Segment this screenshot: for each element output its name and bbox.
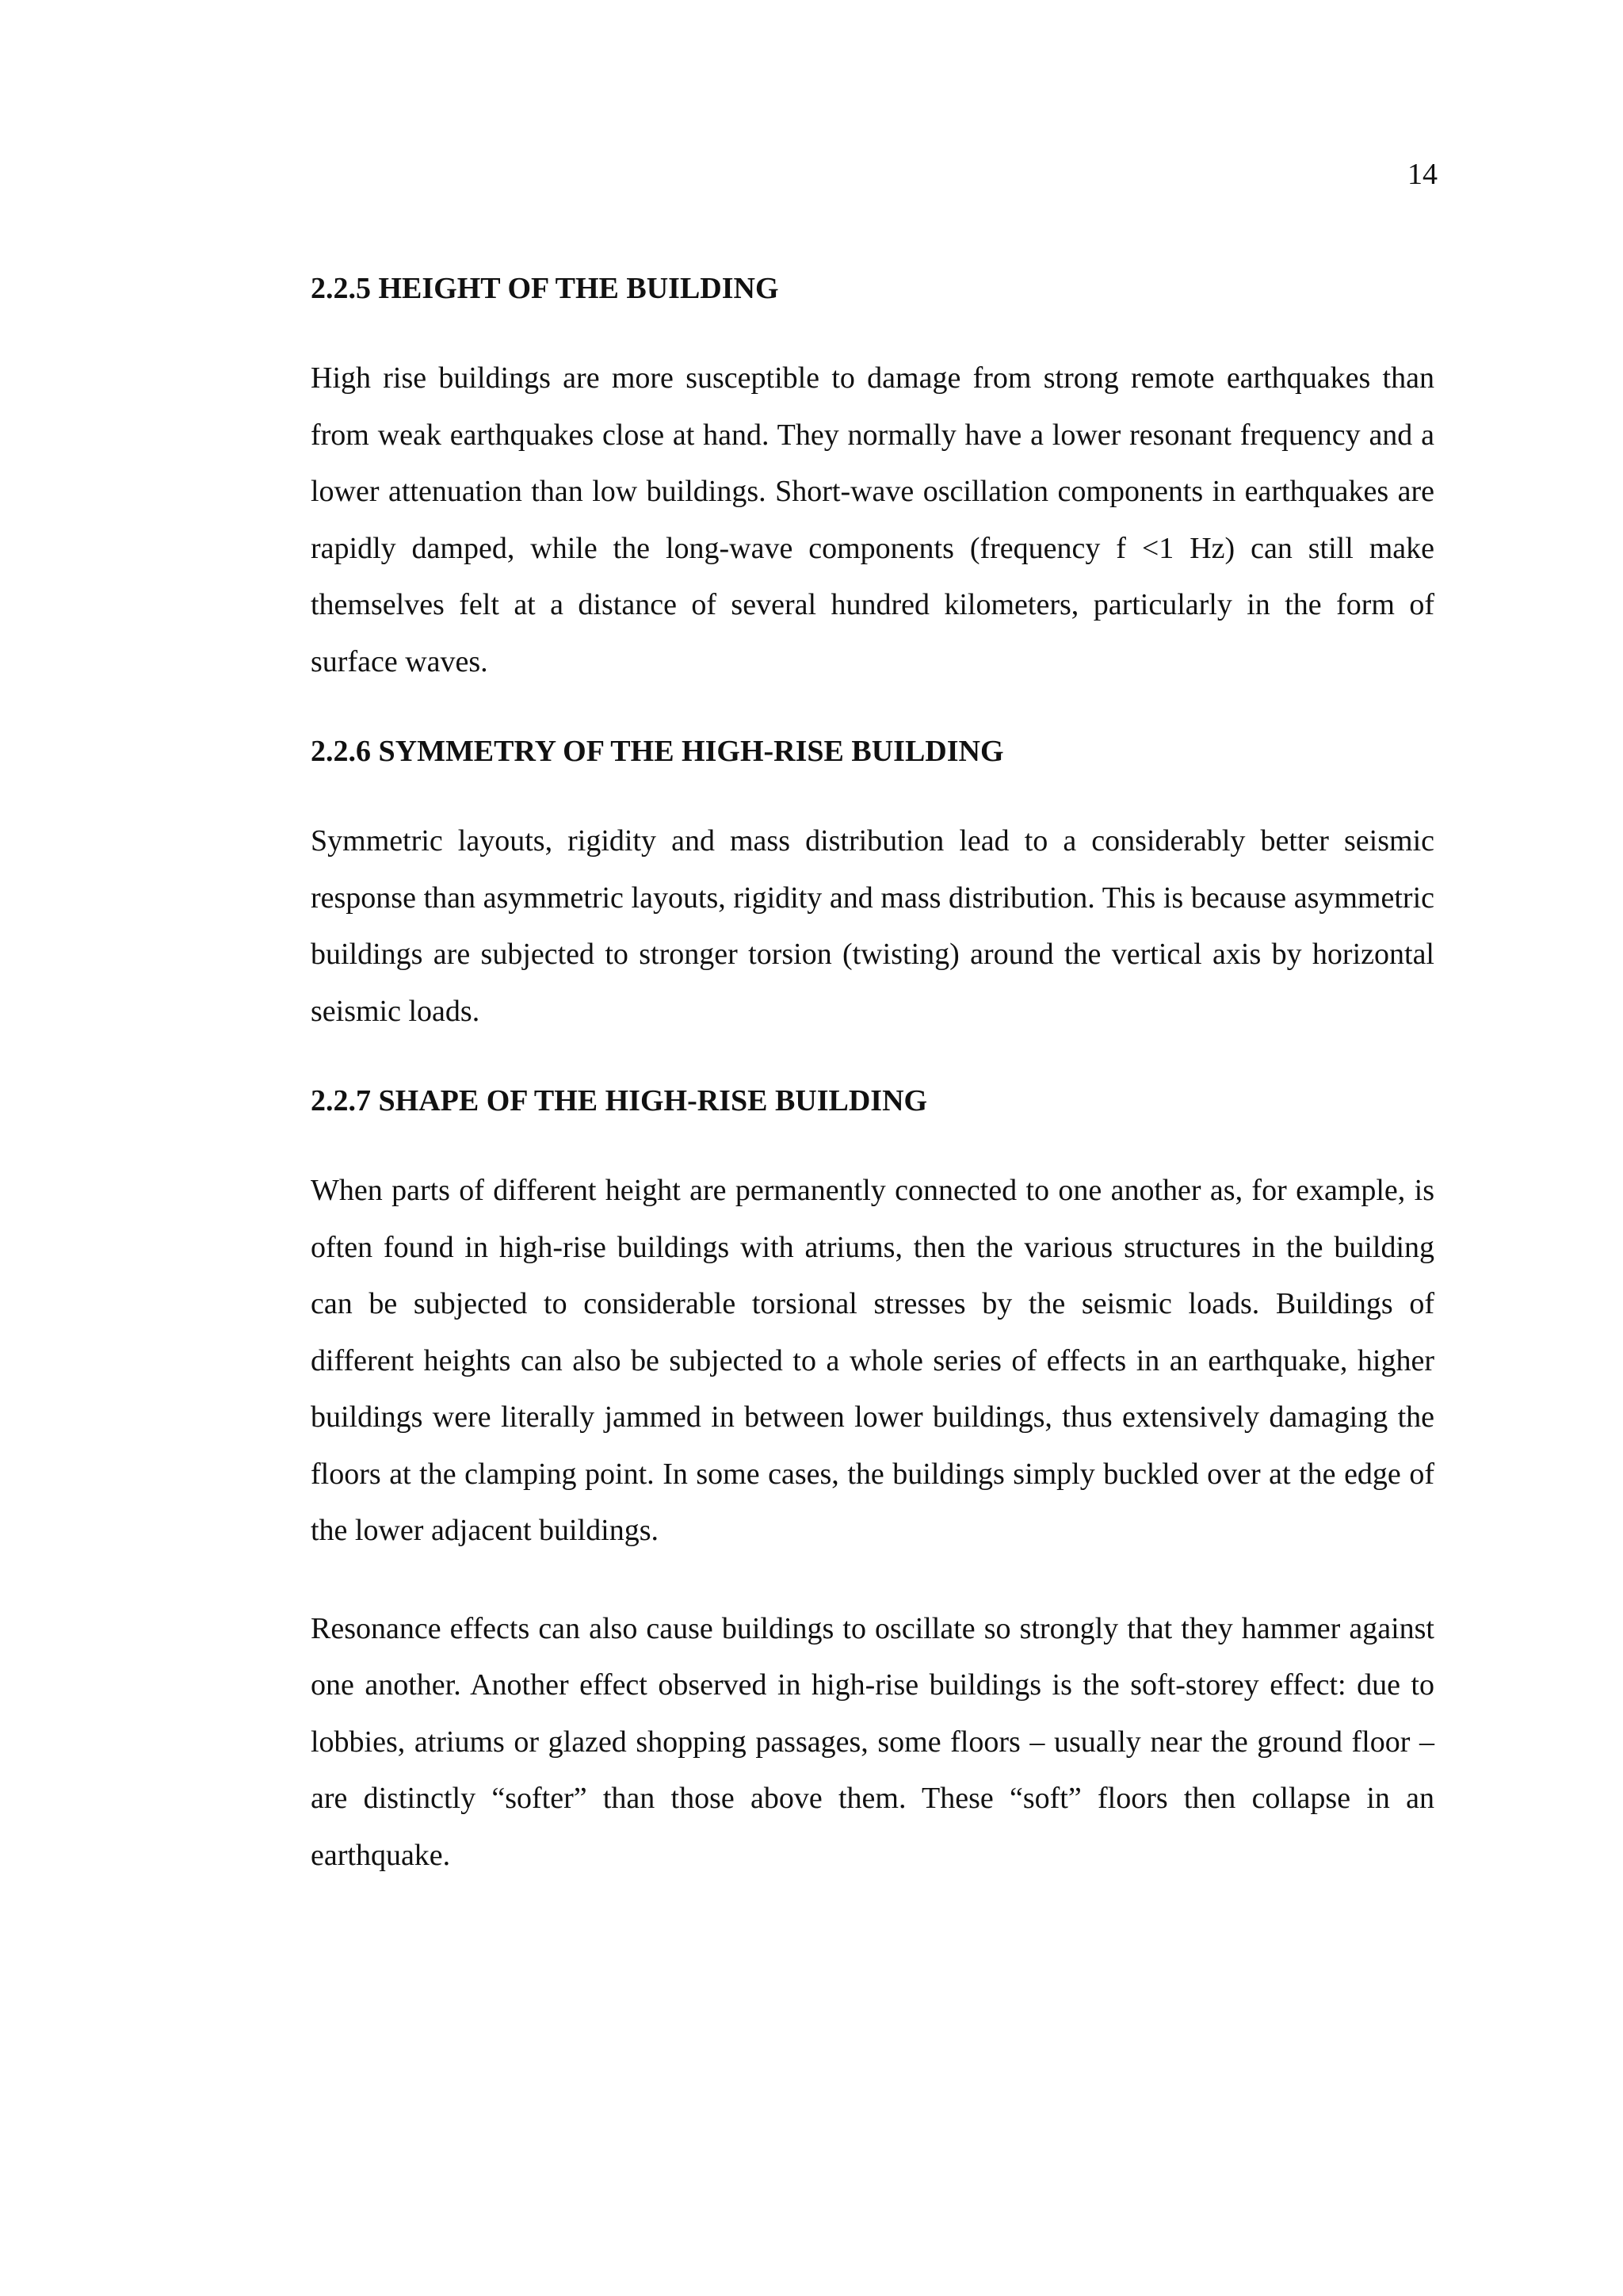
section-shape bbox=[311, 1079, 1434, 1884]
section-heading: 2.2.6 SYMMETRY OF THE HIGH-RISE BUILDING bbox=[311, 735, 1004, 768]
body-paragraph: Resonance effects can also cause buildings to oscillate so strongly that they hammer against one another. Another effect observed in high-rise buildings is the soft-storey effect: due to lobbies, atriums or glazed shopping passages, some floors – usually near the ground floor – are distinctly “softer” than those above them. These “soft” floors then collapse in an earthquake. bbox=[311, 1611, 1434, 1872]
section-height-of-building bbox=[311, 266, 1434, 690]
section-heading: 2.2.5 HEIGHT OF THE BUILDING bbox=[311, 272, 779, 305]
body-paragraph: When parts of different height are permanently connected to one another as, for example, is often found in high-rise buildings with atriums, then the various structures in the building can be subjected to considerable torsional stresses by the seismic loads. Buildings of different heights can also be subjected to a whole series of effects in an earthquake, higher buildings were literally jammed in between lower buildings, thus extensively damaging the floors at the clamping point. In some cases, the buildings simply buckled over at the edge of the lower adjacent buildings. bbox=[311, 1174, 1434, 1547]
body-paragraph: High rise buildings are more susceptible to damage from strong remote earthquakes than from weak earthquakes close at hand. They normally have a lower resonant frequency and a lower attenuation than low buildings. Short-wave oscillation components in earthquakes are rapidly damped, while the long-wave components (frequency f <1 Hz) can still make themselves felt at a distance of several hundred kilometers, particularly in the form of surface waves. bbox=[311, 361, 1434, 678]
page-content bbox=[311, 266, 1434, 1884]
page-number: 14 bbox=[1407, 158, 1438, 191]
body-paragraph: Symmetric layouts, rigidity and mass distribution lead to a considerably better seismic response than asymmetric layouts, rigidity and mass distribution. This is because asymmetric buildings are subjected to stronger torsion (twisting) around the vertical axis by horizontal seismic loads. bbox=[311, 824, 1434, 1028]
section-symmetry bbox=[311, 729, 1434, 1040]
section-heading: 2.2.7 SHAPE OF THE HIGH-RISE BUILDING bbox=[311, 1084, 928, 1117]
